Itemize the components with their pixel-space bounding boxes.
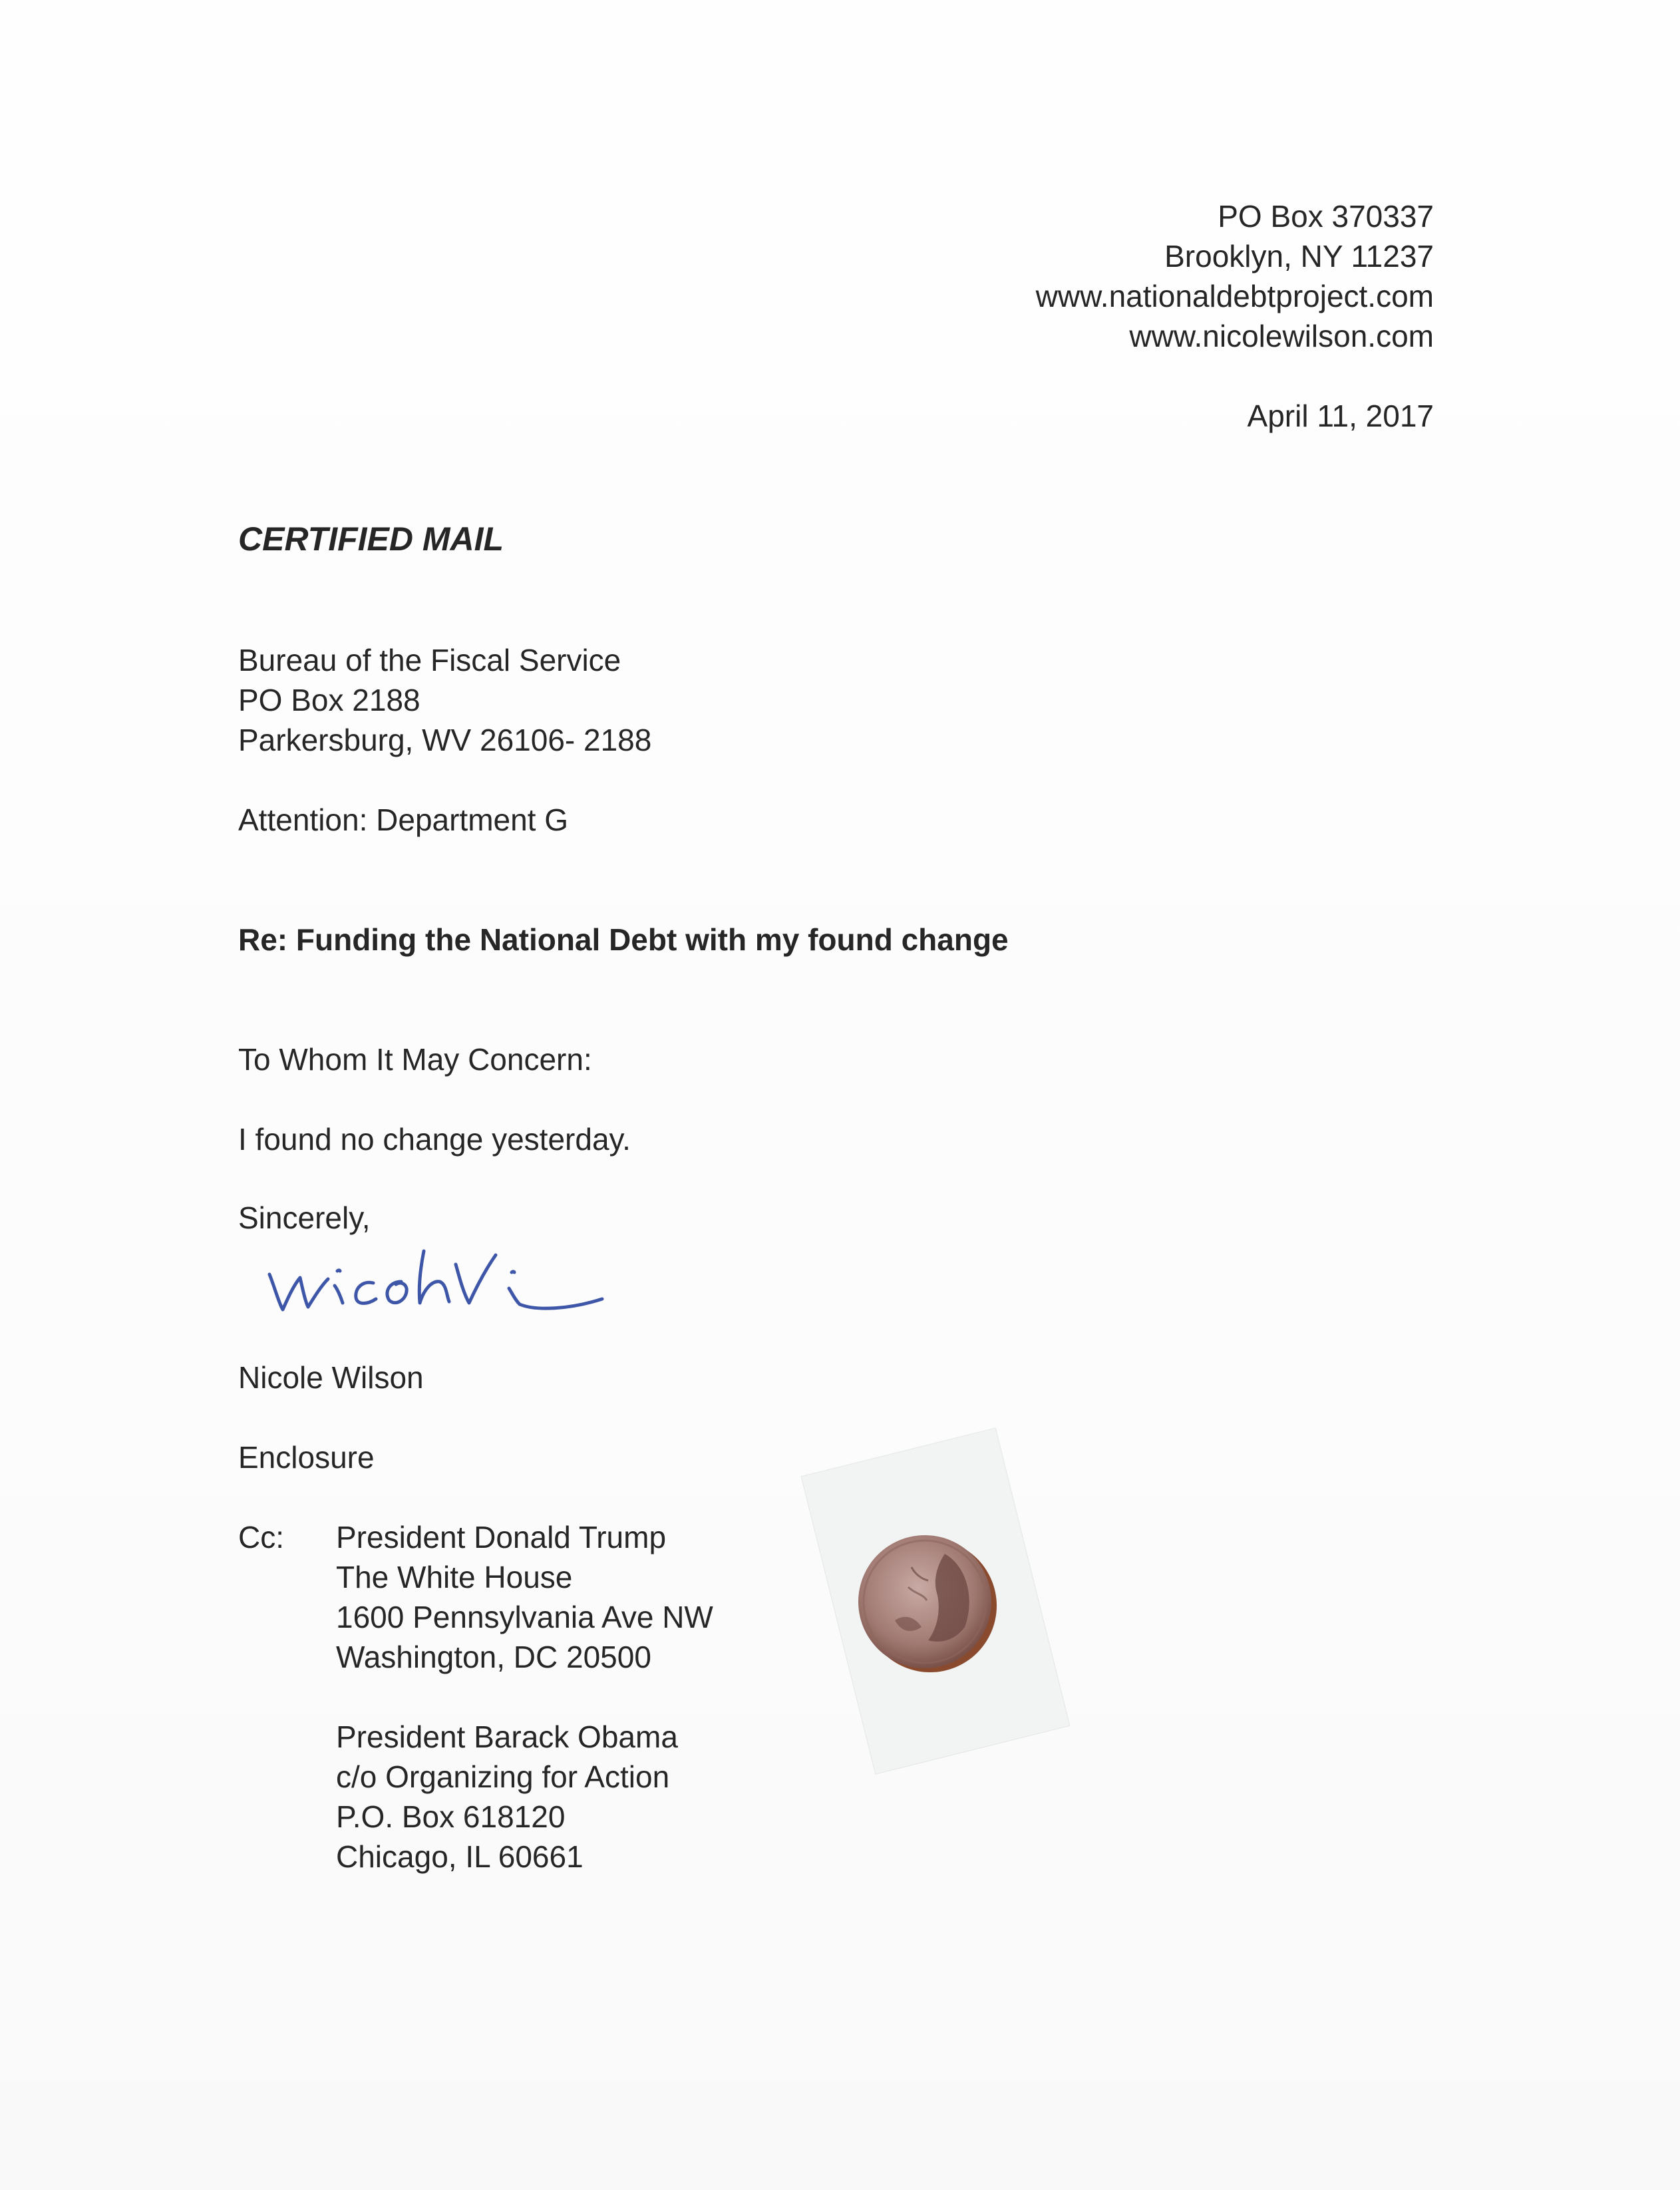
cc-recipient2-line1: President Barack Obama (336, 1720, 678, 1754)
signer-name: Nicole Wilson (238, 1360, 424, 1395)
recipient-name: Bureau of the Fiscal Service (238, 643, 621, 677)
signature-icon (256, 1224, 629, 1338)
salutation: To Whom It May Concern: (238, 1042, 592, 1077)
cc-recipient1-line3: 1600 Pennsylvania Ave NW (336, 1600, 713, 1634)
closing: Sincerely, (238, 1200, 371, 1235)
cc-label: Cc: (238, 1520, 284, 1554)
cc-recipient1-line4: Washington, DC 20500 (336, 1640, 651, 1674)
subject-line: Re: Funding the National Debt with my found change (238, 922, 1009, 957)
sender-website-1: www.nationaldebtproject.com (1035, 279, 1434, 313)
cc-recipient1-line2: The White House (336, 1560, 573, 1594)
cc-recipient2-line2: c/o Organizing for Action (336, 1759, 670, 1794)
sender-address-line1: PO Box 370337 (1218, 199, 1434, 234)
cc-recipient2-line4: Chicago, IL 60661 (336, 1839, 584, 1874)
enclosure-note: Enclosure (238, 1440, 375, 1475)
cc-recipient2-line3: P.O. Box 618120 (336, 1799, 566, 1834)
recipient-address-line1: PO Box 2188 (238, 683, 420, 717)
sender-address-line2: Brooklyn, NY 11237 (1164, 239, 1434, 274)
taped-penny (808, 1447, 1088, 1753)
letter-date: April 11, 2017 (1247, 399, 1434, 433)
certified-mail-heading: CERTIFIED MAIL (238, 520, 504, 558)
penny-coin-icon (848, 1527, 1001, 1680)
sender-website-2: www.nicolewilson.com (1129, 319, 1434, 353)
cc-recipient1-line1: President Donald Trump (336, 1520, 667, 1554)
letter-body: I found no change yesterday. (238, 1122, 631, 1157)
recipient-address-line2: Parkersburg, WV 26106- 2188 (238, 723, 652, 757)
recipient-attention: Attention: Department G (238, 803, 569, 837)
